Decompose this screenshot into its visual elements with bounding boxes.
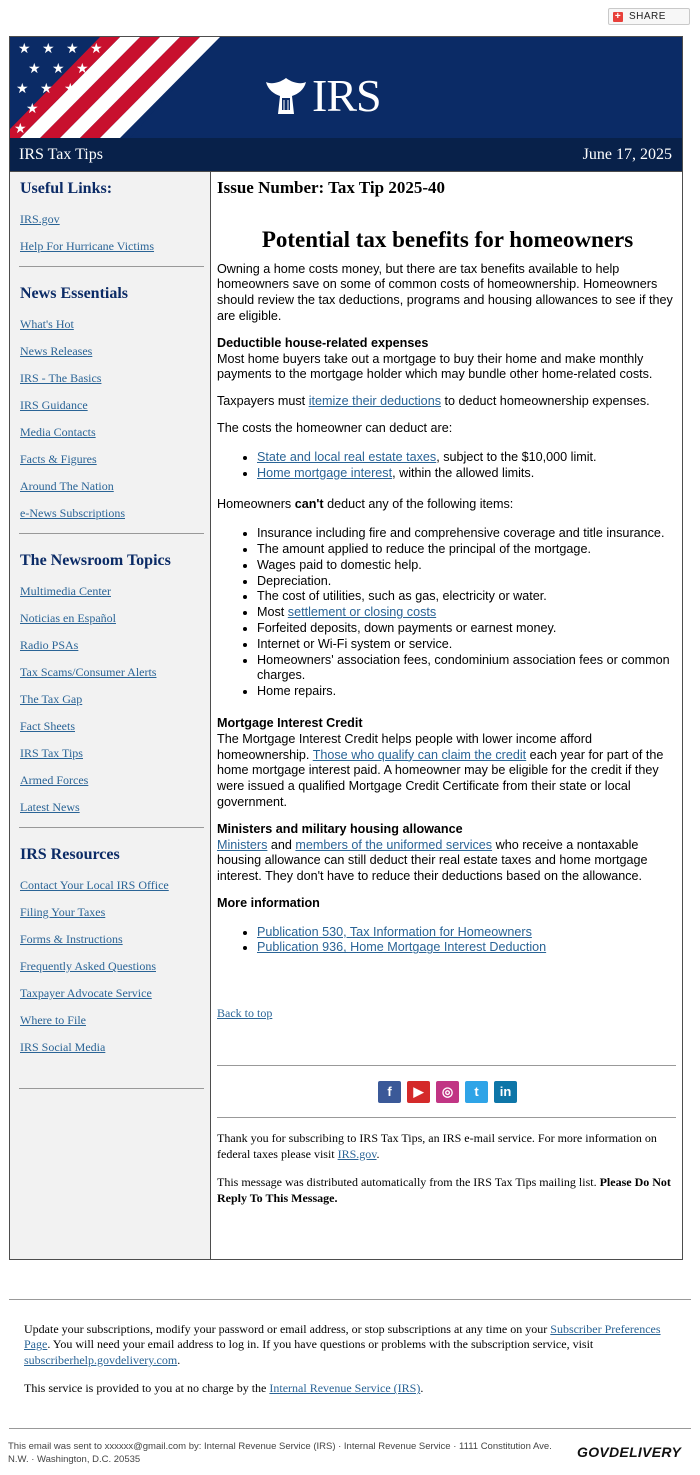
share-label: SHARE (629, 11, 666, 22)
back-to-top-link[interactable]: Back to top (217, 1006, 273, 1021)
text: each year for part of the home mortgage interest paid. A homeowner may be eligible for the credit if they were issued a qualified Mortgage Credit Certificate from their state or local government. (217, 747, 664, 809)
facebook-icon[interactable]: f (378, 1081, 401, 1103)
text: deduct any of the following items: (323, 497, 514, 512)
social-links (217, 1081, 678, 1103)
sidebar (10, 172, 211, 1259)
sidebar-link[interactable]: Contact Your Local IRS Office (20, 878, 169, 892)
list-item (257, 466, 678, 482)
text: . You will need your email address to log in. If you have questions or problems with the subscription service, visit (47, 1337, 594, 1352)
divider (19, 1088, 204, 1089)
sidebar-link[interactable]: Radio PSAs (20, 638, 79, 652)
issue-date: June 17, 2025 (582, 145, 672, 163)
list-item: • The amount applied to reduce the principal of the mortgage. (257, 542, 678, 558)
cant-deduct-text (217, 497, 678, 513)
sender-info: This email was sent to xxxxxx@gmail.com by: Internal Revenue Service (IRS) · Internal Revenue Service · 1111 Constitution Ave. N.W. · Washington, D.C. 20535 (8, 1441, 552, 1465)
sidebar-link[interactable]: Frequently Asked Questions (20, 959, 156, 973)
itemize-paragraph (217, 394, 678, 410)
text: who receive a nontaxable housing allowance can still deduct their real estate taxes and home mortgage interest. They don't have to reduce their deductions based on the allowance. (217, 837, 648, 884)
publication-936-link[interactable]: Publication 936, Home Mortgage Interest Deduction (257, 940, 547, 955)
subscription-note (217, 1131, 678, 1162)
svg-text:★: ★ (14, 121, 27, 137)
list-item (257, 925, 678, 941)
section-heading: Ministers and military housing allowance (217, 821, 463, 836)
divider (9, 1428, 691, 1429)
text: The Mortgage Interest Credit helps people with lower income afford homeownership. (217, 731, 592, 762)
text: Thank you for subscribing to IRS Tax Tips, an IRS e-mail service. For more information on federal taxes please visit (217, 1131, 657, 1161)
list-item: • Home repairs. (257, 684, 678, 700)
sidebar-link[interactable]: IRS Social Media (20, 1040, 106, 1054)
uniformed-services-link[interactable]: members of the uniformed services (295, 837, 493, 852)
sidebar-link[interactable]: Taxpayer Advocate Service (20, 986, 152, 1000)
sidebar-link[interactable]: Fact Sheets (20, 719, 75, 733)
sidebar-link[interactable]: IRS - The Basics (20, 371, 102, 385)
sidebar-link[interactable]: Multimedia Center (20, 584, 111, 598)
more-info-list (257, 925, 678, 957)
qualify-credit-link[interactable]: Those who qualify can claim the credit (312, 747, 527, 762)
text: This message was distributed automatically from the IRS Tax Tips mailing list. (217, 1175, 600, 1190)
can-deduct-text: The costs the homeowner can deduct are: (217, 420, 453, 435)
text: , subject to the $10,000 limit. (436, 449, 597, 464)
preferences-paragraph (24, 1322, 664, 1368)
sidebar-link[interactable]: Noticias en Español (20, 611, 116, 625)
mortgage-credit-section (217, 716, 678, 811)
text: Most (257, 605, 288, 620)
sidebar-link[interactable]: Armed Forces (20, 773, 89, 787)
list-item: • Internet or Wi-Fi system or service. (257, 637, 678, 653)
divider (217, 1065, 676, 1066)
useful-links-heading: Useful Links: (20, 180, 113, 197)
text: , within the allowed limits. (392, 465, 535, 480)
svg-text:★: ★ (76, 61, 89, 77)
newsletter-footer (217, 1131, 678, 1206)
twitter-icon[interactable]: t (465, 1081, 488, 1103)
youtube-icon[interactable]: ▶ (407, 1081, 430, 1103)
text: . (420, 1381, 424, 1396)
flag-graphic (10, 37, 220, 138)
instagram-icon[interactable]: ◎ (436, 1081, 459, 1103)
issue-number: Issue Number: Tax Tip 2025-40 (217, 178, 445, 197)
real-estate-taxes-link[interactable]: State and local real estate taxes (257, 449, 437, 464)
plus-icon: + (614, 10, 622, 22)
ministers-link[interactable]: Ministers (217, 837, 268, 852)
svg-text:★: ★ (90, 41, 103, 57)
sidebar-link[interactable]: Around The Nation (20, 479, 114, 493)
sidebar-link[interactable]: IRS Tax Tips (20, 746, 83, 760)
subscriber-preferences-link[interactable]: Subscriber Preferences Page (24, 1322, 661, 1352)
sidebar-link[interactable]: Latest News (20, 800, 80, 814)
header-banner (10, 37, 682, 138)
sidebar-link[interactable]: Filing Your Taxes (20, 905, 106, 919)
linkedin-icon[interactable]: in (494, 1081, 517, 1103)
irs-logo (264, 69, 381, 122)
more-info-heading (217, 896, 678, 912)
list-item: • Forfeited deposits, down payments or earnest money. (257, 621, 678, 637)
newsroom-topics-heading: The Newsroom Topics (20, 552, 171, 569)
text: Homeowners (217, 497, 295, 512)
list-item: • Insurance including fire and comprehensive coverage and title insurance. (257, 526, 678, 542)
sidebar-link[interactable]: The Tax Gap (20, 692, 83, 706)
mortgage-interest-link[interactable]: Home mortgage interest (257, 465, 393, 480)
service-paragraph (24, 1381, 664, 1396)
divider (9, 1299, 691, 1300)
list-item (257, 450, 678, 466)
email-frame (9, 36, 683, 1260)
divider (19, 827, 204, 828)
svg-text:★: ★ (40, 81, 53, 97)
svg-text:★: ★ (52, 61, 65, 77)
section-heading: More information (217, 895, 320, 910)
sidebar-link[interactable]: Where to File (20, 1013, 86, 1027)
text: can't (294, 497, 324, 512)
news-essentials-heading: News Essentials (20, 285, 129, 302)
article-headline: Potential tax benefits for homeowners (261, 226, 634, 252)
sidebar-link[interactable]: Forms & Instructions (20, 932, 123, 946)
svg-text:★: ★ (50, 101, 63, 117)
title-bar (10, 138, 682, 172)
sidebar-link[interactable]: Help For Hurricane Victims (20, 239, 155, 253)
text: This service is provided to you at no charge by the (24, 1381, 270, 1396)
intro-paragraph: Owning a home costs money, but there are tax benefits available to help homeowners save on some of common costs of homeownership. Homeowners should review the tax deductions, programs and housing allowances to see if they are eligible. (217, 261, 673, 323)
svg-text:★: ★ (66, 41, 79, 57)
svg-text:★: ★ (26, 101, 39, 117)
irs-link[interactable]: Internal Revenue Service (IRS) (269, 1381, 421, 1396)
irs-resources-heading: IRS Resources (20, 846, 120, 863)
sidebar-link[interactable]: Tax Scams/Consumer Alerts (20, 665, 157, 679)
section-heading: Deductible house-related expenses (217, 335, 429, 350)
svg-text:★: ★ (28, 61, 41, 77)
text: Taxpayers must (217, 394, 309, 409)
section-heading: Mortgage Interest Credit (217, 715, 363, 730)
divider (217, 1117, 676, 1118)
sidebar-link[interactable]: What's Hot (20, 317, 74, 331)
deductible-section (217, 336, 678, 383)
irs-gov-link[interactable]: IRS.gov (337, 1146, 377, 1161)
sidebar-link[interactable]: News Releases (20, 344, 93, 358)
list-item: • The cost of utilities, such as gas, electricity or water. (257, 589, 678, 605)
ministers-section (217, 822, 678, 885)
article (217, 172, 678, 1259)
text: and (267, 837, 296, 852)
svg-text:★: ★ (16, 81, 29, 97)
text: . (376, 1146, 380, 1161)
svg-text:★: ★ (18, 41, 31, 57)
subscriberhelp-link[interactable]: subscriberhelp.govdelivery.com (24, 1352, 178, 1367)
sidebar-link[interactable]: e-News Subscriptions (20, 506, 125, 520)
itemize-link[interactable]: itemize their deductions (308, 394, 441, 409)
text: to deduct homeownership expenses. (441, 394, 650, 409)
sidebar-link[interactable]: IRS Guidance (20, 398, 88, 412)
deductible-list (257, 450, 678, 482)
settlement-costs-link[interactable]: settlement or closing costs (287, 605, 437, 620)
irs-logo-text: IRS (312, 70, 381, 121)
text: Update your subscriptions, modify your password or email address, or stop subscriptions at any time on your (24, 1322, 551, 1336)
newsletter-title: IRS Tax Tips (19, 145, 103, 163)
do-not-reply-note (217, 1175, 678, 1206)
text: . (177, 1352, 181, 1367)
text: Please Do Not Reply To This Message. (217, 1175, 671, 1205)
list-item: • Wages paid to domestic help. (257, 558, 678, 574)
subscription-info (24, 1322, 664, 1410)
govdelivery-logo: GOVDELIVERY (577, 1444, 682, 1460)
section-text: Most home buyers take out a mortgage to buy their home and make monthly payments to the mortgage holder which may bundle other home-related costs. (217, 351, 653, 382)
cant-deduct-list (257, 526, 678, 700)
publication-530-link[interactable]: Publication 530, Tax Information for Homeowners (257, 924, 532, 939)
svg-text:★: ★ (64, 81, 77, 97)
sidebar-link[interactable]: Facts & Figures (20, 452, 97, 466)
list-item (257, 605, 678, 621)
list-item: • Depreciation. (257, 574, 678, 590)
eagle-icon (264, 76, 308, 116)
list-item (257, 940, 678, 956)
svg-text:★: ★ (42, 41, 55, 57)
divider (19, 266, 204, 267)
divider (19, 533, 204, 534)
sidebar-link[interactable]: Media Contacts (20, 425, 96, 439)
sidebar-link[interactable]: IRS.gov (20, 212, 60, 226)
list-item: • Homeowners' association fees, condominium association fees or common charges. (257, 653, 678, 685)
share-button[interactable] (608, 8, 690, 25)
